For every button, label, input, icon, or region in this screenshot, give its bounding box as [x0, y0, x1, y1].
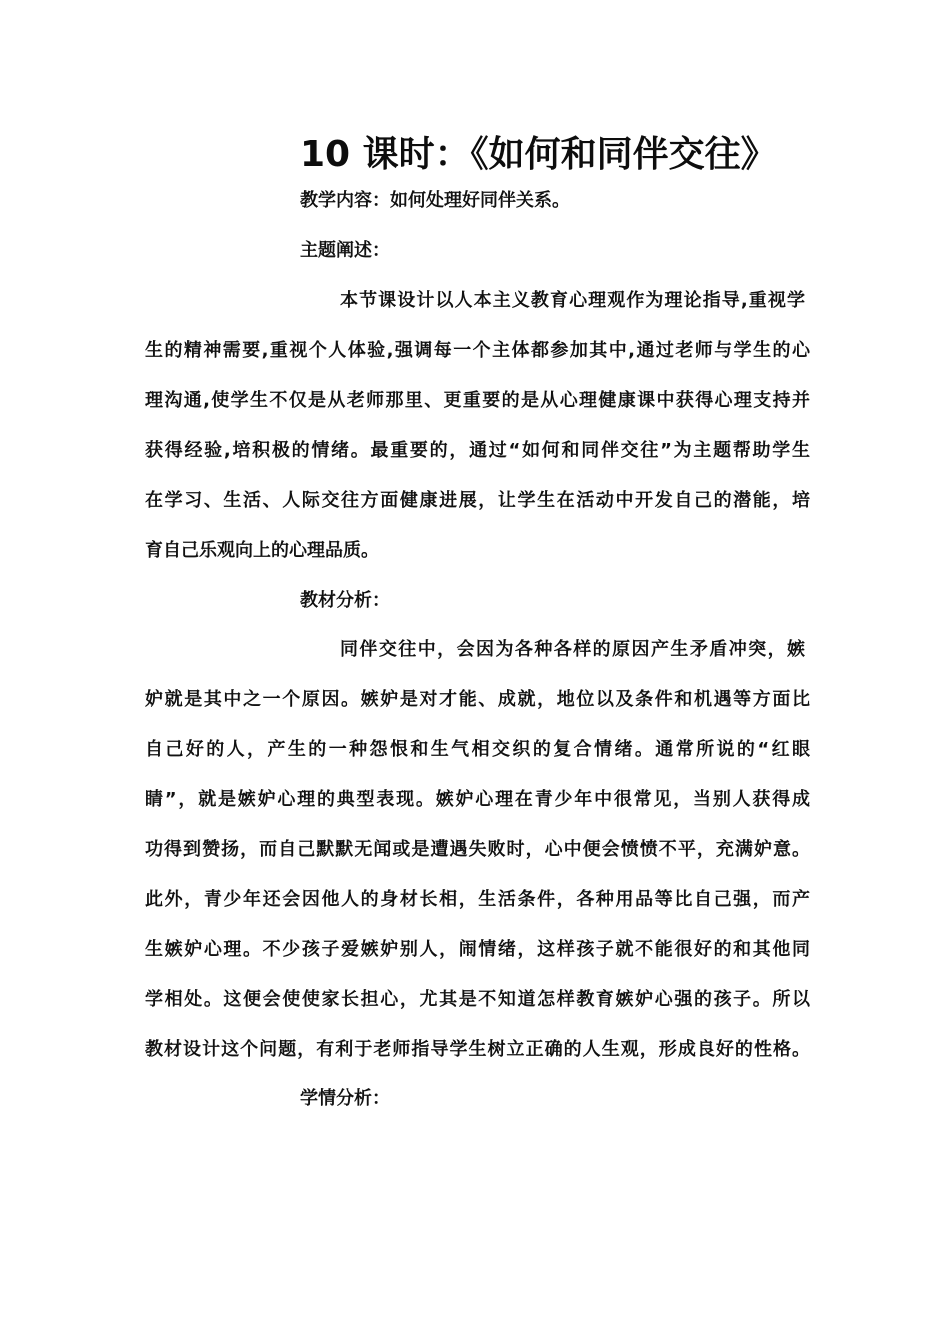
theme-paragraph-line: 在学习、生活、人际交往方面健康进展，让学生在活动中开发自己的潜能，培	[145, 490, 810, 511]
material-paragraph-line: 此外，青少年还会因他人的身材长相，生活条件，各种用品等比自己强，而产	[145, 889, 810, 910]
theme-heading: 主题阐述：	[300, 240, 390, 261]
material-paragraph-line: 学相处。这便会使使家长担心，尤其是不知道怎样教育嫉妒心强的孩子。所以	[145, 989, 810, 1010]
document-title: 10 课时：《如何和同伴交往》	[300, 134, 777, 175]
theme-paragraph-line: 本节课设计以人本主义教育心理观作为理论指导,重视学	[340, 290, 805, 311]
material-paragraph-line: 自己好的人，产生的一种怨恨和生气相交织的复合情绪。通常所说的“红眼	[145, 739, 810, 760]
material-paragraph-line: 生嫉妒心理。不少孩子爱嫉妒别人，闹情绪，这样孩子就不能很好的和其他同	[145, 939, 810, 960]
material-paragraph-line: 教材设计这个问题，有利于老师指导学生树立正确的人生观，形成良好的性格。	[145, 1039, 810, 1060]
material-paragraph-line: 同伴交往中，会因为各种各样的原因产生矛盾冲突，嫉	[340, 639, 805, 660]
theme-paragraph-line: 育自己乐观向上的心理品质。	[145, 540, 379, 561]
theme-paragraph-line: 生的精神需要,重视个人体验,强调每一个主体都参加其中,通过老师与学生的心	[145, 340, 810, 361]
material-analysis-heading: 教材分析：	[300, 590, 390, 611]
material-paragraph-line: 睛”，就是嫉妒心理的典型表现。嫉妒心理在青少年中很常见，当别人获得成	[145, 789, 810, 810]
student-analysis-heading: 学情分析：	[300, 1088, 390, 1109]
material-paragraph-line: 妒就是其中之一个原因。嫉妒是对才能、成就，地位以及条件和机遇等方面比	[145, 689, 810, 710]
teaching-content-line: 教学内容：如何处理好同伴关系。	[300, 190, 570, 211]
material-paragraph-line: 功得到赞扬，而自己默默无闻或是遭遇失败时，心中便会愤愤不平，充满妒意。	[145, 839, 810, 860]
theme-paragraph-line: 理沟通,使学生不仅是从老师那里、更重要的是从心理健康课中获得心理支持并	[145, 390, 810, 411]
theme-paragraph-line: 获得经验,培积极的情绪。最重要的，通过“如何和同伴交往”为主题帮助学生	[145, 440, 810, 461]
